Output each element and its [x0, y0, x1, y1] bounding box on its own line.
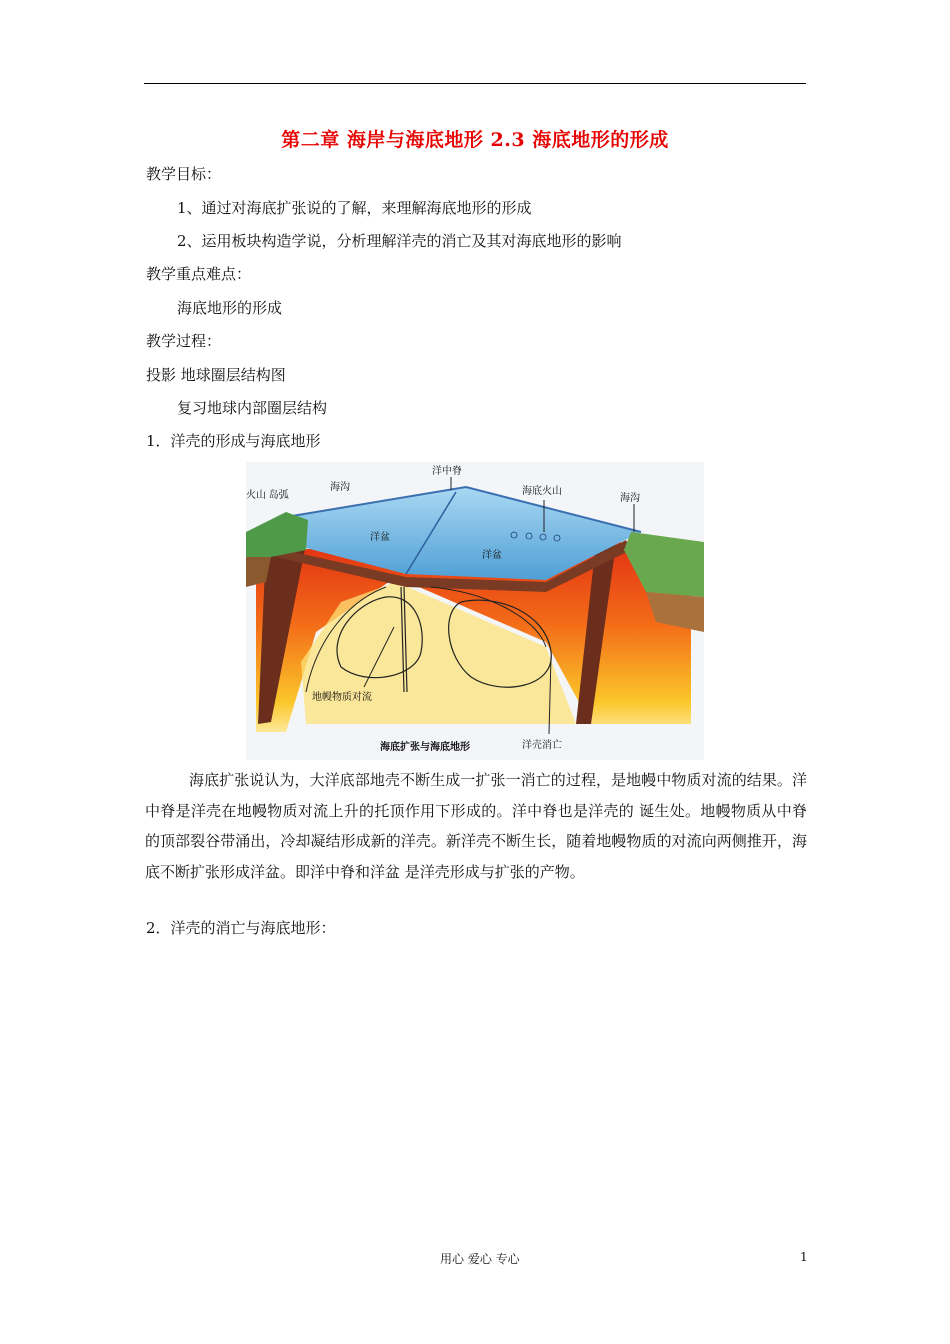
body-paragraph: 海底扩张说认为，大洋底部地壳不断生成一扩张一消亡的过程，是地幔中物质对流的结果。洋中脊是洋壳在地幔物质对流上升的托顶作用下形成的。洋中脊也是洋壳的 诞生处。地幔物质从中脊的顶部裂谷带涌出，冷却凝结形成新的洋壳。新洋壳不断生长，随着地幔物质的对流向两侧推开，海底不断扩张形成洋盆。即洋中脊和洋盆 是洋壳形成与扩张的产物。	[145, 771, 807, 881]
objective-2: 2、运用板块构造学说，分析理解洋壳的消亡及其对海底地形的影响	[177, 232, 622, 250]
figure-caption: 海底扩张与海底地形	[380, 742, 470, 753]
label-basin-left: 洋盆	[370, 532, 390, 543]
label-seamount: 海底火山	[522, 486, 562, 497]
label-trench-right: 海沟	[620, 493, 640, 504]
label-trench-left: 海沟	[330, 482, 350, 493]
label-mantle-convection: 地幔物质对流	[312, 692, 372, 703]
objectives-heading: 教学目标：	[146, 165, 222, 183]
seafloor-spreading-figure	[246, 462, 704, 760]
section-2-heading: 2．洋壳的消亡与海底地形：	[146, 919, 336, 937]
key-points-heading: 教学重点难点：	[146, 265, 252, 283]
objective-1: 1、通过对海底扩张说的了解，来理解海底地形的形成	[177, 199, 532, 217]
page-title: 第二章 海岸与海底地形 2.3 海底地形的形成	[281, 129, 669, 151]
page-number: 1	[800, 1250, 808, 1264]
header-rule	[144, 83, 806, 84]
label-basin-right: 洋盆	[482, 550, 502, 561]
projection-line: 投影 地球圈层结构图	[146, 366, 286, 384]
process-heading: 教学过程：	[146, 332, 222, 350]
label-crust-destruction: 洋壳消亡	[522, 740, 562, 751]
label-volcano-arc: 火山 岛弧	[246, 490, 289, 501]
review-line: 复习地球内部圈层结构	[177, 399, 328, 417]
footer-motto: 用心 爱心 专心	[440, 1252, 520, 1266]
key-point: 海底地形的形成	[177, 299, 283, 317]
section-1-heading: 1．洋壳的形成与海底地形	[146, 432, 321, 450]
label-ridge: 洋中脊	[432, 466, 462, 477]
